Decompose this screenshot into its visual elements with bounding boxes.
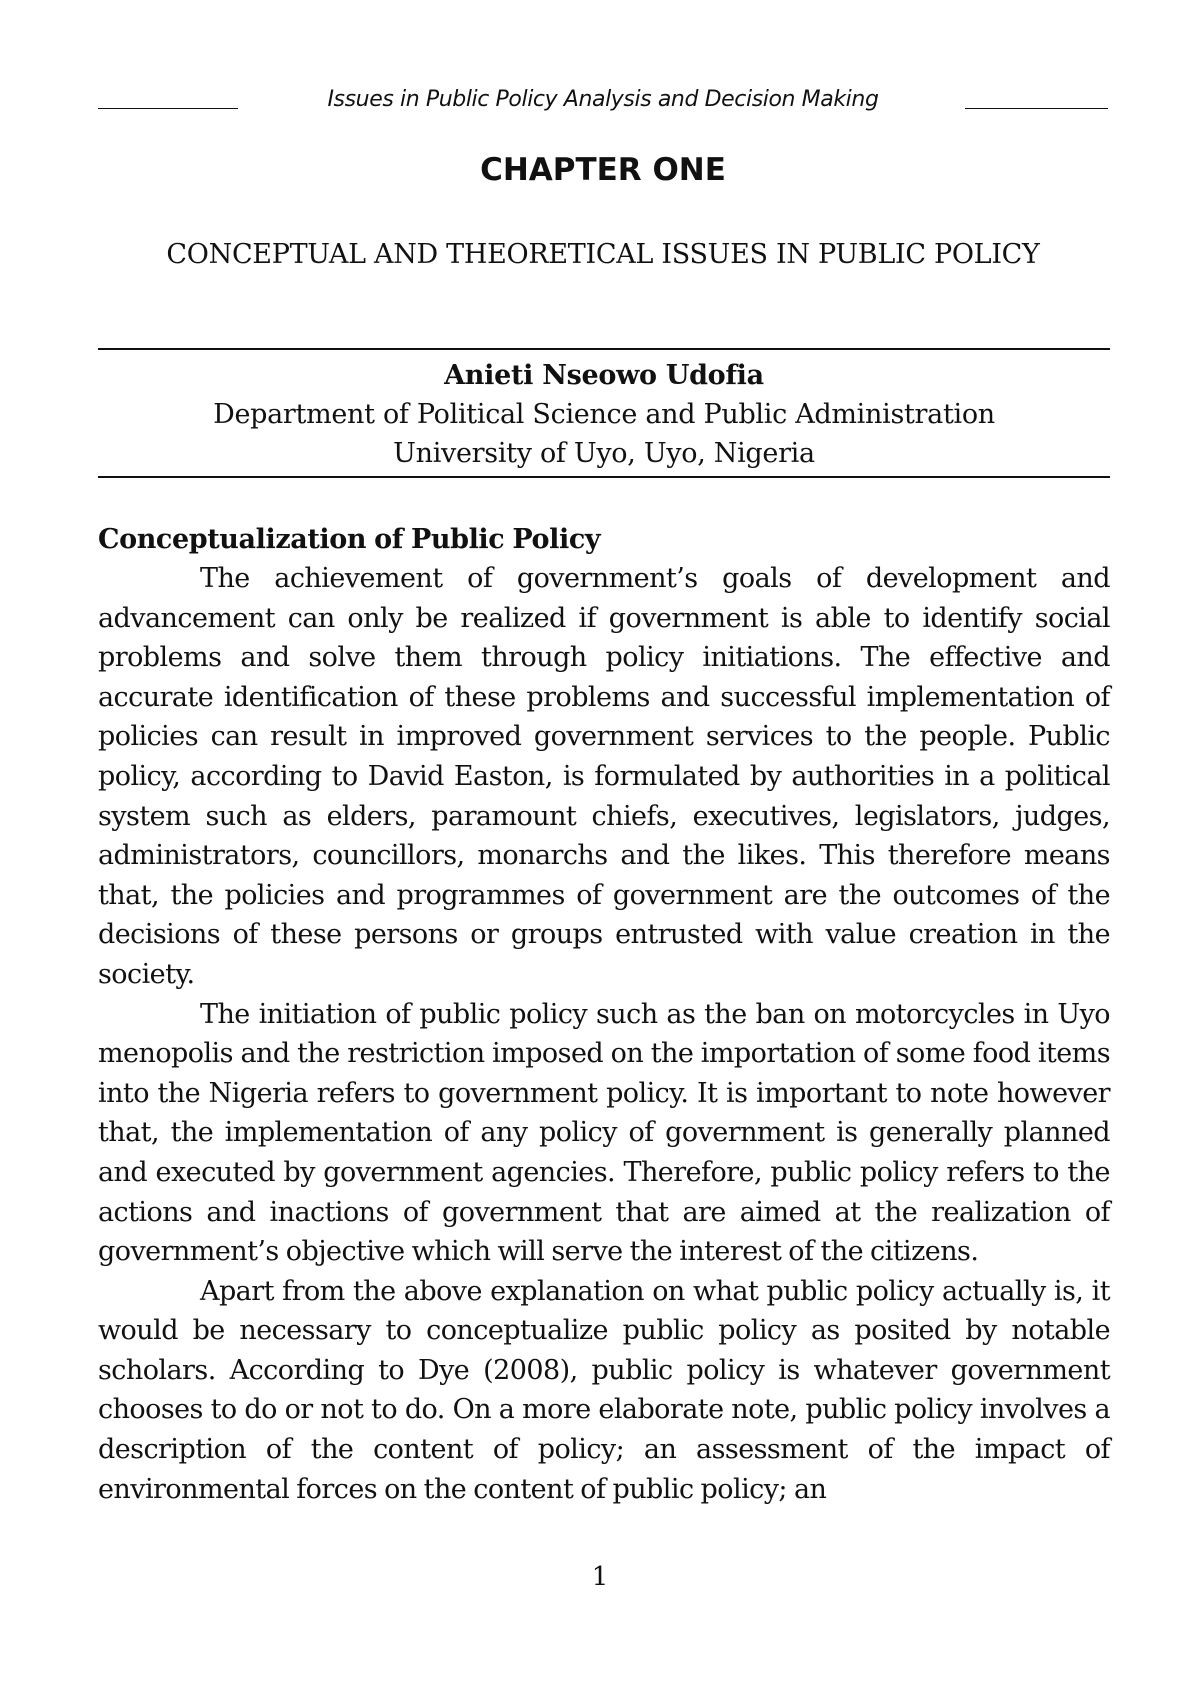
author-top-rule bbox=[98, 348, 1110, 350]
author-university: University of Uyo, Uyo, Nigeria bbox=[393, 438, 815, 469]
body-content bbox=[98, 520, 1110, 1509]
running-header bbox=[98, 84, 1108, 120]
book-title: Issues in Public Policy Analysis and Decision Making bbox=[327, 87, 879, 112]
chapter-title: CONCEPTUAL AND THEORETICAL ISSUES IN PUBLIC POLICY bbox=[166, 239, 1040, 270]
author-department: Department of Political Science and Public Administration bbox=[213, 399, 995, 430]
paragraph: The achievement of government’s goals of development and advancement can only be realized if government is able to identify social problems and solve them through policy initiations. The effective and accurate identification of these problems and successful implementation of policies can result in improved government services to the people. Public policy, according to David Easton, is formulated by authorities in a political system such as elders, paramount chiefs, executives, legislators, judges, administrators, councillors, monarchs and the likes. This therefore means that, the policies and programmes of government are the outcomes of the decisions of these persons or groups entrusted with value creation in the society. bbox=[98, 563, 1110, 990]
section-heading: Conceptualization of Public Policy bbox=[98, 524, 601, 555]
paragraph: Apart from the above explanation on what public policy actually is, it would be necessary to conceptualize public policy as posited by notable scholars. According to Dye (2008), public policy is whatever government chooses to do or not to do. On a more elaborate note, public policy involves a description of the content of policy; an assessment of the impact of environmental forces on the content of public policy; an bbox=[98, 1275, 1110, 1505]
chapter-label: CHAPTER ONE bbox=[480, 152, 726, 188]
author-bottom-rule bbox=[98, 476, 1110, 478]
header-rule-right bbox=[965, 108, 1108, 109]
page-number: 1 bbox=[591, 1562, 609, 1592]
author-block bbox=[98, 356, 1110, 473]
paragraph: The initiation of public policy such as the ban on motorcycles in Uyo menopolis and the restriction imposed on the importation of some food items into the Nigeria refers to government policy. It is important to note however that, the implementation of any policy of government is generally planned and executed by government agencies. Therefore, public policy refers to the actions and inactions of government that are aimed at the realization of government’s objective which will serve the interest of the citizens. bbox=[98, 998, 1110, 1268]
author-name: Anieti Nseowo Udofia bbox=[444, 360, 764, 391]
